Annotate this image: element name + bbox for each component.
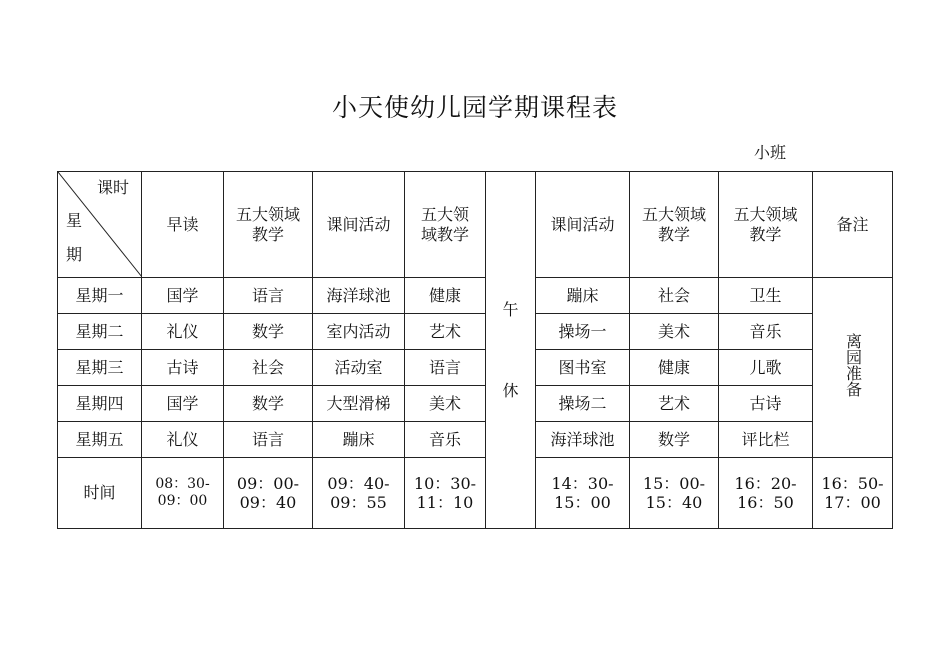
time-cell — [405, 458, 486, 529]
course-cell: 蹦床 — [536, 278, 630, 314]
course-cell: 卫生 — [719, 278, 813, 314]
time-cell — [630, 458, 719, 529]
day-cell: 星期四 — [58, 386, 142, 422]
corner-top-label: 课时 — [96, 178, 129, 197]
time-start: 15：00- — [642, 473, 706, 493]
header-text: 课间活动 — [326, 214, 391, 234]
schedule-table — [57, 171, 893, 529]
header-cell — [813, 172, 893, 278]
time-end: 09：40 — [239, 493, 297, 512]
course-cell: 美术 — [630, 314, 719, 350]
time-label: 时间 — [58, 458, 142, 529]
course-cell: 蹦床 — [313, 422, 405, 458]
time-start: 09：00- — [236, 473, 300, 493]
table-row — [58, 314, 893, 350]
time-cell — [719, 458, 813, 529]
header-text: 教学 — [657, 224, 690, 244]
header-text: 域教学 — [420, 224, 469, 244]
course-cell: 礼仪 — [142, 314, 224, 350]
course-cell: 音乐 — [405, 422, 486, 458]
course-cell: 艺术 — [630, 386, 719, 422]
header-text: 教学 — [749, 224, 782, 244]
course-cell: 数学 — [224, 386, 313, 422]
course-cell: 数学 — [630, 422, 719, 458]
time-cell — [224, 458, 313, 529]
course-cell: 艺术 — [405, 314, 486, 350]
header-cell — [313, 172, 405, 278]
header-text: 教学 — [251, 224, 284, 244]
header-cell — [405, 172, 486, 278]
time-cell — [813, 458, 893, 529]
header-text: 课间活动 — [550, 214, 615, 234]
time-start: 16：20- — [734, 473, 797, 493]
table-row — [58, 278, 893, 314]
remark-text: 离园准备 — [843, 333, 863, 398]
course-cell: 海洋球池 — [313, 278, 405, 314]
course-cell: 数学 — [224, 314, 313, 350]
course-cell: 语言 — [405, 350, 486, 386]
time-cell — [313, 458, 405, 529]
time-end: 09：55 — [330, 493, 387, 512]
corner-cell — [58, 172, 142, 278]
day-cell: 星期二 — [58, 314, 142, 350]
time-end: 09：00 — [157, 493, 208, 509]
corner-left-label-1: 星 — [66, 211, 83, 230]
course-cell: 健康 — [405, 278, 486, 314]
time-end: 11：10 — [416, 493, 474, 512]
day-cell: 星期三 — [58, 350, 142, 386]
time-cell — [142, 458, 224, 529]
noon-break-cell — [486, 172, 536, 529]
header-text: 早读 — [166, 214, 199, 234]
course-cell: 儿歌 — [719, 350, 813, 386]
course-cell: 评比栏 — [719, 422, 813, 458]
course-cell: 古诗 — [719, 386, 813, 422]
table-row — [58, 422, 893, 458]
header-text: 五大领 — [420, 205, 469, 225]
time-end: 16：50 — [737, 493, 794, 512]
course-cell: 社会 — [630, 278, 719, 314]
header-text: 五大领域 — [641, 205, 706, 225]
course-cell: 国学 — [142, 278, 224, 314]
course-cell: 海洋球池 — [536, 422, 630, 458]
header-text: 五大领域 — [733, 205, 798, 225]
time-start: 09：40- — [327, 473, 390, 493]
page-title: 小天使幼儿园学期课程表 — [331, 93, 618, 122]
course-cell: 健康 — [630, 350, 719, 386]
course-cell: 大型滑梯 — [313, 386, 405, 422]
noon-break-text-2: 休 — [502, 380, 519, 400]
day-cell: 星期五 — [58, 422, 142, 458]
time-end: 15：00 — [554, 493, 611, 512]
header-row — [58, 172, 893, 278]
time-end: 15：40 — [645, 493, 703, 512]
course-cell: 操场一 — [536, 314, 630, 350]
time-start: 08：30- — [155, 476, 210, 493]
course-cell: 国学 — [142, 386, 224, 422]
header-cell — [536, 172, 630, 278]
course-cell: 操场二 — [536, 386, 630, 422]
course-cell: 音乐 — [719, 314, 813, 350]
course-cell: 古诗 — [142, 350, 224, 386]
course-cell: 语言 — [224, 278, 313, 314]
time-start: 14：30- — [551, 473, 614, 493]
header-text: 备注 — [836, 214, 869, 234]
course-cell: 室内活动 — [313, 314, 405, 350]
course-cell: 美术 — [405, 386, 486, 422]
header-text: 五大领域 — [235, 205, 300, 225]
course-cell: 礼仪 — [142, 422, 224, 458]
header-cell — [719, 172, 813, 278]
course-cell: 社会 — [224, 350, 313, 386]
header-cell — [630, 172, 719, 278]
course-cell: 图书室 — [536, 350, 630, 386]
remark-cell — [813, 278, 893, 458]
course-cell: 语言 — [224, 422, 313, 458]
day-cell: 星期一 — [58, 278, 142, 314]
time-row — [58, 458, 893, 529]
header-cell — [142, 172, 224, 278]
class-label: 小班 — [754, 143, 787, 162]
table-row — [58, 350, 893, 386]
time-cell — [536, 458, 630, 529]
time-end: 17：00 — [824, 493, 881, 512]
corner-left-label-2: 期 — [66, 245, 83, 264]
time-start: 16：50- — [821, 473, 884, 493]
noon-break-text-1: 午 — [502, 299, 519, 319]
table-row — [58, 386, 893, 422]
course-cell: 活动室 — [313, 350, 405, 386]
header-cell — [224, 172, 313, 278]
time-start: 10：30- — [413, 473, 477, 493]
